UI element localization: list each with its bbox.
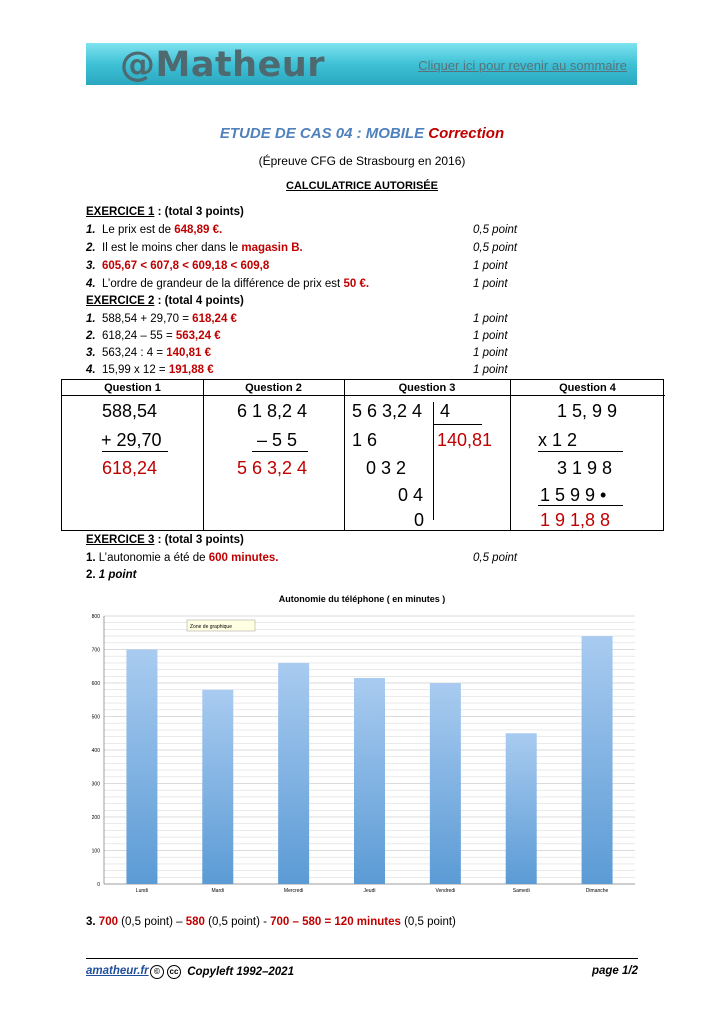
exercice3-heading: EXERCICE 3 : (total 3 points) bbox=[86, 534, 244, 546]
y-tick-label: 600 bbox=[91, 681, 100, 687]
exercice1-line: 3. 605,67 < 607,8 < 609,18 < 609,8 1 point bbox=[86, 260, 508, 272]
q2-operand-1: 6 1 8,2 4 bbox=[237, 401, 308, 421]
back-to-summary-link[interactable]: Cliquer ici pour revenir au sommaire bbox=[418, 58, 627, 73]
exercice1-line: 2. Il est le moins cher dans le magasin B. 0,5 point bbox=[86, 242, 518, 254]
q4-operand-1: 1 5, 9 9 bbox=[557, 401, 618, 421]
q3-divisor: 4 bbox=[440, 401, 451, 421]
footer-copyleft: © cc Copyleft 1992–2021 bbox=[150, 965, 294, 979]
q4-result: 1 9 1,8 8 bbox=[540, 510, 611, 530]
q1-operand-1: 588,54 bbox=[102, 401, 158, 421]
y-tick-label: 800 bbox=[91, 614, 100, 620]
x-tick-label: Mercredi bbox=[283, 888, 304, 894]
column-divider bbox=[203, 380, 204, 530]
q3-quotient: 140,81 bbox=[437, 430, 493, 450]
calculator-notice: CALCULATRICE AUTORISÉE bbox=[286, 180, 438, 192]
table-header-q4: Question 4 bbox=[510, 380, 665, 396]
q2-operand-2: – 5 5 bbox=[257, 430, 298, 450]
x-tick-label: Mardi bbox=[211, 888, 225, 894]
x-tick-label: Vendredi bbox=[435, 888, 456, 894]
y-tick-label: 200 bbox=[91, 815, 100, 821]
q1-underline bbox=[102, 451, 168, 452]
q1-operand-2: + 29,70 bbox=[101, 430, 162, 450]
exercice2-line: 3. 563,24 : 4 = 140,81 € 1 point bbox=[86, 347, 508, 359]
y-tick-label: 300 bbox=[91, 781, 100, 788]
y-tick-label: 700 bbox=[91, 647, 100, 654]
table-header-q3: Question 3 bbox=[344, 380, 510, 396]
chart-title: Autonomie du téléphone ( en minutes ) bbox=[278, 594, 446, 604]
title-correction: Correction bbox=[428, 125, 505, 142]
q3-dividend: 5 6 3,2 4 bbox=[352, 401, 423, 421]
q3-remainder: 0 bbox=[414, 510, 425, 530]
table-header-q1: Question 1 bbox=[62, 380, 203, 396]
page-number: page 1/2 bbox=[591, 965, 638, 977]
footer-divider bbox=[86, 958, 638, 959]
header-banner bbox=[86, 43, 637, 85]
q3-step-1: 1 6 bbox=[352, 430, 378, 450]
q4-partial-2: 1 5 9 9 • bbox=[540, 485, 607, 505]
table-header-q2: Question 2 bbox=[203, 380, 344, 396]
bar-vendredi bbox=[430, 683, 461, 884]
q3-division-bar bbox=[433, 402, 434, 520]
calculation-table bbox=[61, 379, 664, 531]
q4-operand-2: x 1 2 bbox=[538, 430, 578, 450]
q1-result: 618,24 bbox=[102, 458, 158, 478]
column-divider bbox=[344, 380, 345, 530]
q4-underline-2 bbox=[538, 505, 623, 506]
site-logo: @Matheur bbox=[120, 45, 326, 85]
exercice3-line-2: 2. 1 point bbox=[86, 569, 137, 581]
q2-underline bbox=[252, 451, 308, 452]
column-divider bbox=[510, 380, 511, 530]
exercice2-line: 4. 15,99 x 12 = 191,88 € 1 point bbox=[86, 364, 508, 376]
exercice2-line: 1. 588,54 + 29,70 = 618,24 € 1 point bbox=[86, 313, 508, 325]
bar-mercredi bbox=[278, 663, 309, 884]
bar-lundi bbox=[126, 650, 157, 885]
x-tick-label: Samedi bbox=[512, 888, 530, 894]
copyleft-icon: © bbox=[150, 965, 164, 979]
q3-step-3: 0 4 bbox=[398, 485, 424, 505]
footer-site-link[interactable]: amatheur.fr bbox=[86, 965, 149, 977]
y-tick-label: 400 bbox=[91, 748, 100, 754]
q4-underline-1 bbox=[538, 451, 623, 452]
title-main: ETUDE DE CAS 04 : MOBILE bbox=[219, 125, 425, 142]
bar-dimanche bbox=[582, 636, 613, 884]
exercice1-line: 1. Le prix est de 648,89 €. 0,5 point bbox=[86, 224, 518, 236]
chart-tooltip: Zone de graphique bbox=[190, 624, 232, 630]
page-subtitle: (Épreuve CFG de Strasbourg en 2016) bbox=[258, 154, 466, 168]
autonomy-chart bbox=[84, 588, 640, 912]
q2-result: 5 6 3,2 4 bbox=[237, 458, 308, 478]
x-tick-label: Jeudi bbox=[363, 888, 376, 894]
y-tick-label: 100 bbox=[91, 848, 100, 855]
bar-mardi bbox=[202, 690, 233, 884]
exercice1-line: 4. L’ordre de grandeur de la différence de prix est 50 €. 1 point bbox=[86, 278, 508, 290]
x-tick-label: Dimanche bbox=[585, 888, 609, 894]
exercice2-line: 2. 618,24 – 55 = 563,24 € 1 point bbox=[86, 330, 508, 342]
q4-partial-1: 3 1 9 8 bbox=[557, 458, 613, 478]
exercice3-line-3: 3. 700 (0,5 point) – 580 (0,5 point) - 700 – 580 = 120 minutes (0,5 point) bbox=[86, 916, 456, 928]
bar-samedi bbox=[506, 733, 537, 884]
chart-svg bbox=[84, 588, 640, 912]
y-tick-label: 0 bbox=[97, 882, 100, 888]
exercice2-heading: EXERCICE 2 : (total 4 points) bbox=[86, 295, 244, 307]
exercice1-heading: EXERCICE 1 : (total 3 points) bbox=[86, 206, 244, 218]
page-title bbox=[0, 125, 724, 142]
x-tick-label: Lundi bbox=[135, 888, 149, 894]
q3-divisor-underline bbox=[434, 424, 482, 425]
creative-commons-icon: cc bbox=[167, 965, 181, 979]
q3-step-2: 0 3 2 bbox=[366, 458, 407, 478]
y-tick-label: 500 bbox=[91, 714, 100, 721]
exercice3-line-1: 1. L’autonomie a été de 600 minutes. 0,5 point bbox=[86, 552, 518, 564]
bar-jeudi bbox=[354, 678, 385, 884]
